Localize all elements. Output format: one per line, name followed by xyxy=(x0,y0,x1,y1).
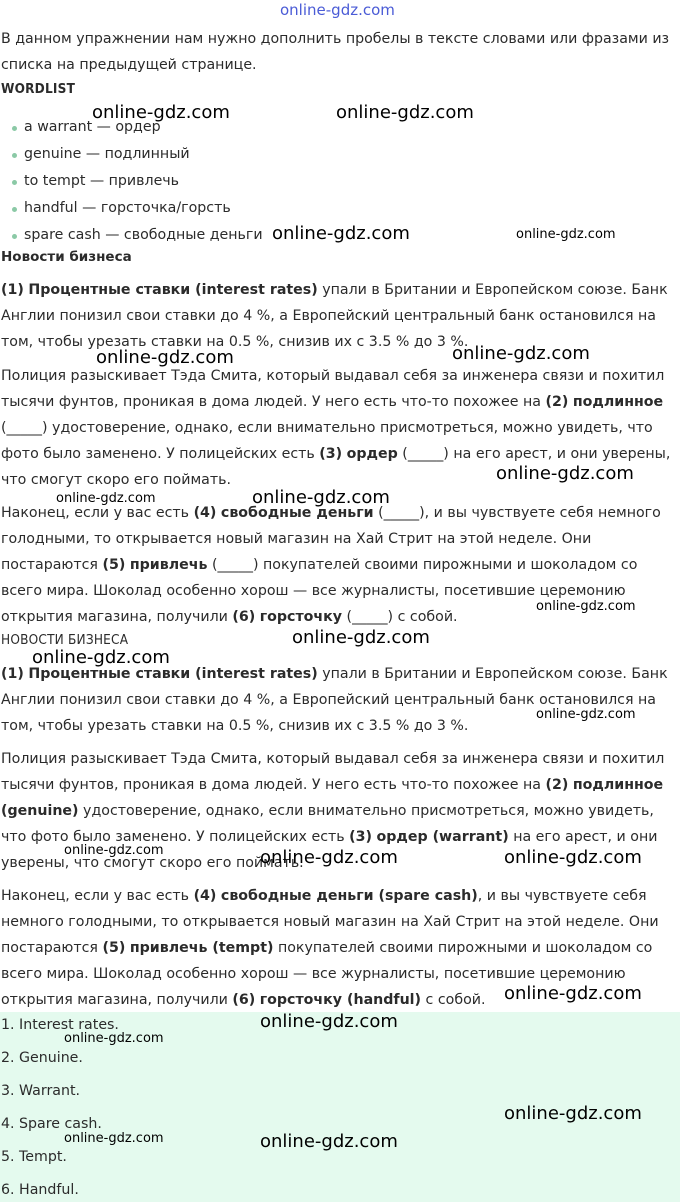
answer-item: 6. Handful. xyxy=(1,1182,79,1198)
bold-term: ордер (warrant) xyxy=(376,829,509,845)
watermark: online-gdz.com xyxy=(504,847,642,868)
watermark: online-gdz.com xyxy=(260,1011,398,1032)
wordlist-title: WORDLIST xyxy=(1,81,76,97)
watermark: online-gdz.com xyxy=(496,463,634,484)
paragraph-text: удостоверение, однако, если внимательно присмотреться, можно увидеть, что фото было заменено. У полицейских есть xyxy=(1,803,654,845)
list-item xyxy=(0,168,263,195)
bullet-icon xyxy=(12,234,17,239)
list-item xyxy=(0,195,263,222)
number: (4) xyxy=(193,888,217,904)
section2-paragraph-1 xyxy=(1,661,678,739)
answer-item: 2. Genuine. xyxy=(1,1050,83,1066)
paragraph-text: , и вы чувствуете себя немного голодными, то открывается новый магазин на Хай Стрит на этой неделе. Они постараются xyxy=(1,888,659,956)
number: (4) xyxy=(193,505,217,521)
list-item xyxy=(0,141,263,168)
number: (1) xyxy=(1,282,24,298)
watermark: online-gdz.com xyxy=(96,347,234,368)
number: (3) xyxy=(319,446,343,462)
blank-gap: (_____) xyxy=(342,609,394,625)
paragraph-text: с собой. xyxy=(393,609,458,625)
paragraph-text: Наконец, если у вас есть xyxy=(1,505,194,521)
watermark: online-gdz.com xyxy=(536,599,636,614)
wordlist-entry: genuine — подлинный xyxy=(24,146,190,162)
section2-title: НОВОСТИ БИЗНЕСА xyxy=(1,632,129,648)
answer-item: 5. Tempt. xyxy=(1,1149,67,1165)
paragraph-text: Полиция разыскивает Тэда Смита, который выдавал себя за инженера связи и похитил тысячи фунтов, проникая в дома людей. У него есть что-то похожее на xyxy=(1,368,665,410)
bold-term: ордер xyxy=(346,446,398,462)
blank-gap: (_____) xyxy=(397,446,449,462)
number: (5) xyxy=(102,557,126,573)
bold-term: Процентные ставки (interest rates) xyxy=(28,282,318,298)
paragraph-text: на его арест, и они уверены, что смогут скоро его поймать. xyxy=(1,829,658,871)
wordlist-entry: a warrant — ордер xyxy=(24,119,161,135)
paragraph-text: Наконец, если у вас есть xyxy=(1,888,194,904)
watermark: online-gdz.com xyxy=(536,707,636,722)
paragraph-text: Полиция разыскивает Тэда Смита, который выдавал себя за инженера связи и похитил тысячи фунтов, проникая в дома людей. У него есть что-то похожее на xyxy=(1,751,665,793)
bold-term: Процентные ставки (interest rates) xyxy=(28,666,318,682)
paragraph-text: на его арест, и они уверены, что смогут скоро его поймать. xyxy=(1,446,671,488)
bullet-icon xyxy=(12,207,17,212)
number: (6) xyxy=(232,609,256,625)
wordlist xyxy=(0,114,263,249)
paragraph-text: упали в Британии и Европейском союзе. Банк Англии понизил свои ставки до 4 %, а Европейский центральный банк остановился на том, чтобы урезать ставки на 0.5 %, снизив их с 3.5 % до 3 %. xyxy=(1,666,668,734)
watermark: online-gdz.com xyxy=(64,1131,164,1146)
number: (5) xyxy=(102,940,126,956)
bold-term: горсточку xyxy=(259,609,343,625)
watermark: online-gdz.com xyxy=(260,847,398,868)
bold-term: привлечь xyxy=(129,557,208,573)
paragraph-text: покупателей своими пирожными и шоколадом со всего мира. Шоколад особенно хорош — все журналисты, посетившие церемонию открытия магазина, получили xyxy=(1,940,653,1008)
paragraph-text: с собой. xyxy=(421,992,486,1008)
bold-term: свободные деньги (spare cash) xyxy=(220,888,478,904)
watermark: online-gdz.com xyxy=(64,843,164,858)
blank-gap: (_____) xyxy=(207,557,259,573)
answer-item: 3. Warrant. xyxy=(1,1083,81,1099)
number: (2) xyxy=(545,777,569,793)
paragraph-text: упали в Британии и Европейском союзе. Банк Англии понизил свои ставки до 4 %, а Европейский центральный банк остановился на том, чтобы урезать ставки на 0.5 %, снизив их с 3.5 % до 3 %. xyxy=(1,282,668,350)
paragraph-text: , и вы чувствуете себя немного голодными, то открывается новый магазин на Хай Стрит на этой неделе. Они постараются xyxy=(1,505,661,573)
wordlist-entry: to tempt — привлечь xyxy=(24,173,180,189)
list-item xyxy=(0,222,263,249)
watermark: online-gdz.com xyxy=(516,227,616,242)
bold-term: свободные деньги xyxy=(220,505,374,521)
watermark-top: online-gdz.com xyxy=(280,1,395,19)
watermark: online-gdz.com xyxy=(64,1031,164,1046)
watermark: online-gdz.com xyxy=(92,102,230,123)
bullet-icon xyxy=(12,126,17,131)
watermark: online-gdz.com xyxy=(252,487,390,508)
watermark: online-gdz.com xyxy=(260,1131,398,1152)
wordlist-entry: spare cash — свободные деньги xyxy=(24,227,263,243)
blank-gap: (_____) xyxy=(373,505,425,521)
watermark: online-gdz.com xyxy=(292,627,430,648)
bold-term: горсточку (handful) xyxy=(259,992,422,1008)
intro-text: В данном упражнении нам нужно дополнить пробелы в тексте словами или фразами из списка на предыдущей странице. xyxy=(1,31,670,73)
number: (2) xyxy=(545,394,569,410)
watermark: online-gdz.com xyxy=(336,102,474,123)
watermark: online-gdz.com xyxy=(32,647,170,668)
watermark: online-gdz.com xyxy=(272,223,410,244)
paragraph-text: удостоверение, однако, если внимательно присмотреться, можно увидеть, что фото было заменено. У полицейских есть xyxy=(1,420,653,462)
bullet-icon xyxy=(12,180,17,185)
bullet-icon xyxy=(12,153,17,158)
watermark: online-gdz.com xyxy=(452,343,590,364)
bold-term: подлинное (genuine) xyxy=(1,777,664,819)
number: (3) xyxy=(349,829,372,845)
watermark: online-gdz.com xyxy=(504,983,642,1004)
number: (6) xyxy=(232,992,256,1008)
paragraph-text: покупателей своими пирожными и шоколадом со всего мира. Шоколад особенно хорош — все журналисты, посетившие церемонию открытия магазина, получили xyxy=(1,557,638,625)
bold-term: привлечь (tempt) xyxy=(129,940,274,956)
bold-term: подлинное xyxy=(572,394,664,410)
answer-item: 4. Spare cash. xyxy=(1,1116,102,1132)
wordlist-entry: handful — горсточка/горсть xyxy=(24,200,231,216)
blank-gap: (_____) xyxy=(1,420,48,436)
number: (1) xyxy=(1,666,24,682)
answer-item: 1. Interest rates. xyxy=(1,1017,119,1033)
watermark: online-gdz.com xyxy=(56,491,156,506)
section1-title: Новости бизнеса xyxy=(1,249,132,265)
watermark: online-gdz.com xyxy=(504,1103,642,1124)
